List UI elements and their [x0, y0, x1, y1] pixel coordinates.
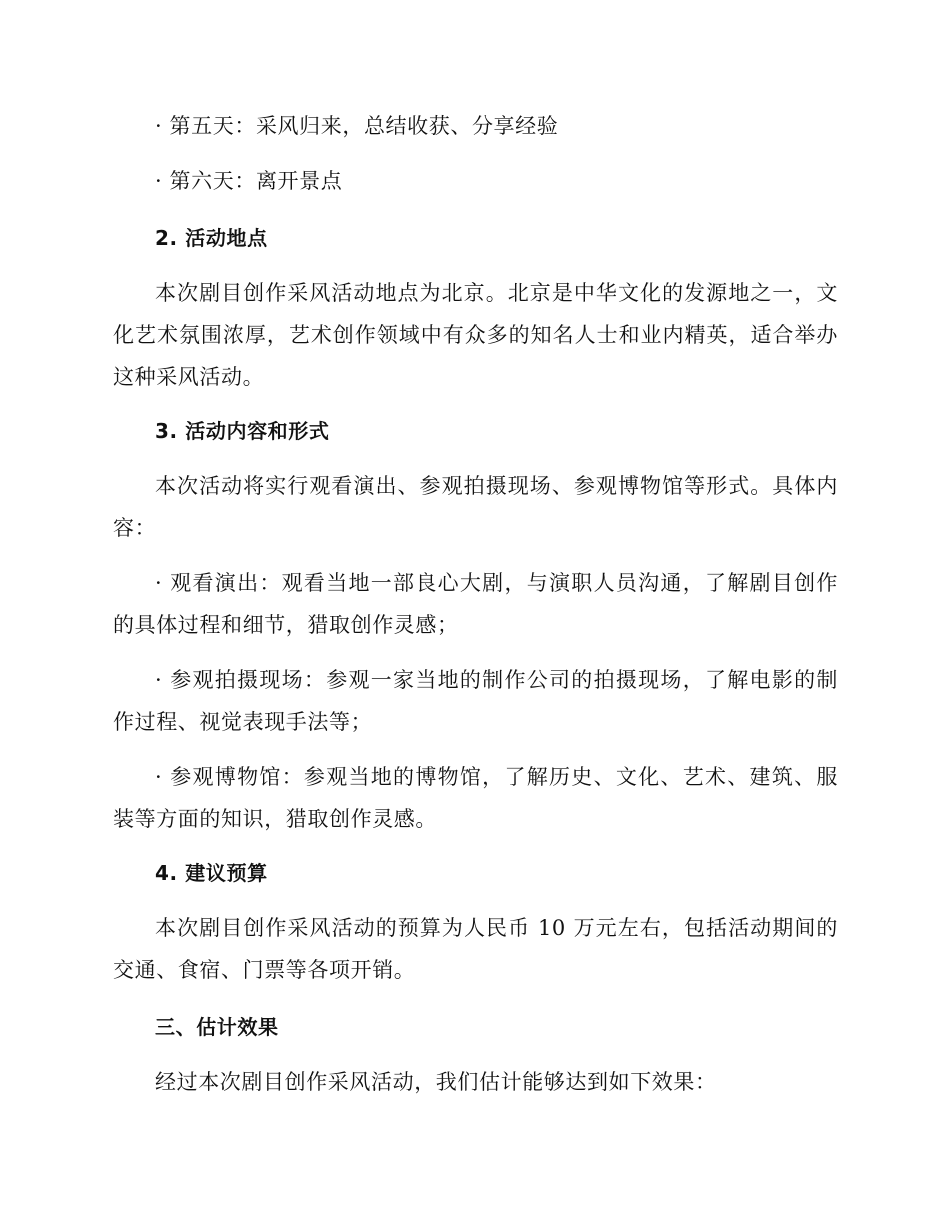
paragraph-location: 本次剧目创作采风活动地点为北京。北京是中华文化的发源地之一，文化艺术氛围浓厚，艺术创作领域中有众多的知名人士和业内精英，适合举办这种采风活动。 [113, 281, 838, 389]
list-item-museum: · 参观博物馆：参观当地的博物馆，了解历史、文化、艺术、建筑、服装等方面的知识，猎取创作灵感。 [113, 765, 838, 831]
section-heading-effect: 三、估计效果 [155, 1015, 279, 1039]
paragraph-effect: 经过本次剧目创作采风活动，我们估计能够达到如下效果： [155, 1070, 717, 1094]
paragraph-budget: 本次剧目创作采风活动的预算为人民币 10 万元左右，包括活动期间的交通、食宿、门票等各项开销。 [113, 916, 838, 982]
list-item-filming-site: · 参观拍摄现场：参观一家当地的制作公司的拍摄现场，了解电影的制作过程、视觉表现手法等； [113, 668, 838, 734]
section-heading-location: 2. 活动地点 [155, 226, 268, 250]
schedule-day-6: · 第六天：离开景点 [155, 169, 343, 193]
list-item-performance: · 观看演出：观看当地一部良心大剧，与演职人员沟通，了解剧目创作的具体过程和细节，猎取创作灵感； [113, 571, 838, 637]
schedule-day-5: · 第五天：采风归来，总结收获、分享经验 [155, 114, 559, 138]
section-heading-content: 3. 活动内容和形式 [155, 419, 330, 443]
section-heading-budget: 4. 建议预算 [155, 861, 268, 885]
paragraph-content-intro: 本次活动将实行观看演出、参观拍摄现场、参观博物馆等形式。具体内容： [113, 474, 838, 540]
